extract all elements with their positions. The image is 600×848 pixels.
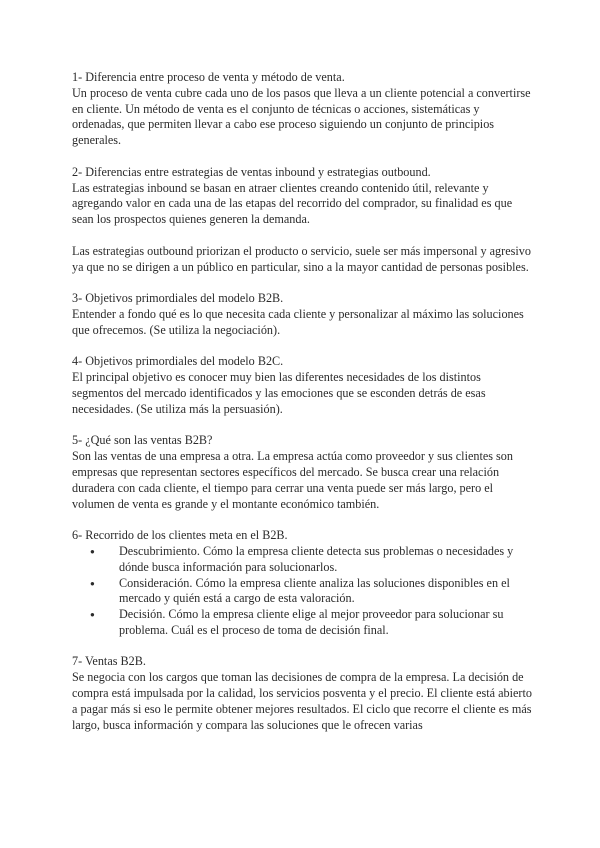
section-6 — [72, 528, 532, 639]
section-heading: 4- Objetivos primordiales del modelo B2C. — [72, 354, 284, 369]
section-paragraph: Se negocia con los cargos que toman las decisiones de compra de la empresa. La decisión de compra está impulsada por la calidad, los servicios posventa y el precio. El cliente está abierto a pagar más si eso le permite obtener mejores resultados. El ciclo que recorre el cliente es más largo, busca información y compara las soluciones que le ofrecen varias — [72, 670, 532, 732]
section-heading: 6- Recorrido de los clientes meta en el B2B. — [72, 528, 288, 543]
section-paragraph: El principal objetivo es conocer muy bien las diferentes necesidades de los distintos segmentos del mercado identificados y las emociones que se esconden detrás de esas necesidades. (Se utiliza más la persuasión). — [72, 370, 486, 416]
section-heading: 5- ¿Qué son las ventas B2B? — [72, 433, 213, 448]
section-7 — [72, 654, 532, 733]
list-item — [72, 544, 532, 576]
document-page — [72, 70, 532, 749]
section-heading: 7- Ventas B2B. — [72, 654, 146, 669]
list-item-text: Decisión. Cómo la empresa cliente elige al mejor proveedor para solucionar su problema. Cuál es el proceso de toma de decisión final. — [119, 607, 504, 637]
section-paragraph: Las estrategias outbound priorizan el producto o servicio, suele ser más impersonal y agresivo ya que no se dirigen a un público en particular, sino a la mayor cantidad de personas posibles. — [72, 243, 531, 274]
list-item-text: Consideración. Cómo la empresa cliente analiza las soluciones disponibles en el mercado y quién está a cargo de esta valoración. — [119, 575, 510, 606]
section-2 — [72, 165, 532, 276]
section-heading: 2- Diferencias entre estrategias de ventas inbound y estrategias outbound. — [72, 164, 431, 179]
section-paragraph: Un proceso de venta cubre cada uno de los pasos que lleva a un cliente potencial a convertirse en cliente. Un método de venta es el conjunto de técnicas o acciones, sistemáticas y ordenadas, que permiten llevar a cabo ese proceso siguiendo un conjunto de principios generales. — [72, 85, 531, 148]
bullet-icon: ● — [90, 578, 95, 588]
list-item — [72, 576, 532, 608]
bullet-icon: ● — [90, 610, 95, 620]
section-3 — [72, 291, 532, 338]
list-item-text: Descubrimiento. Cómo la empresa cliente detecta sus problemas o necesidades y dónde busca información para solucionarlos. — [119, 543, 514, 574]
section-paragraph: Las estrategias inbound se basan en atraer clientes creando contenido útil, relevante y agregando valor en cada una de las etapas del recorrido del comprador, su finalidad es que sean los prospectos quienes generen la demanda. — [72, 180, 513, 227]
section-heading: 3- Objetivos primordiales del modelo B2B. — [72, 291, 284, 306]
section-4 — [72, 354, 532, 417]
section-1 — [72, 70, 532, 149]
section-5 — [72, 433, 532, 512]
bullet-list — [72, 544, 532, 639]
bullet-icon: ● — [90, 546, 95, 556]
section-heading: 1- Diferencia entre proceso de venta y método de venta. — [72, 70, 345, 84]
list-item — [72, 607, 532, 639]
section-paragraph: Entender a fondo qué es lo que necesita cada cliente y personalizar al máximo las soluciones que ofrecemos. (Se utiliza la negociación). — [72, 306, 524, 337]
section-paragraph: Son las ventas de una empresa a otra. La empresa actúa como proveedor y sus clientes son empresas que representan sectores específicos del mercado. Se busca crear una relación duradera con cada cliente, el tiempo para cerrar una venta puede ser más largo, pero el volumen de venta es grande y el montante económico también. — [72, 449, 513, 511]
